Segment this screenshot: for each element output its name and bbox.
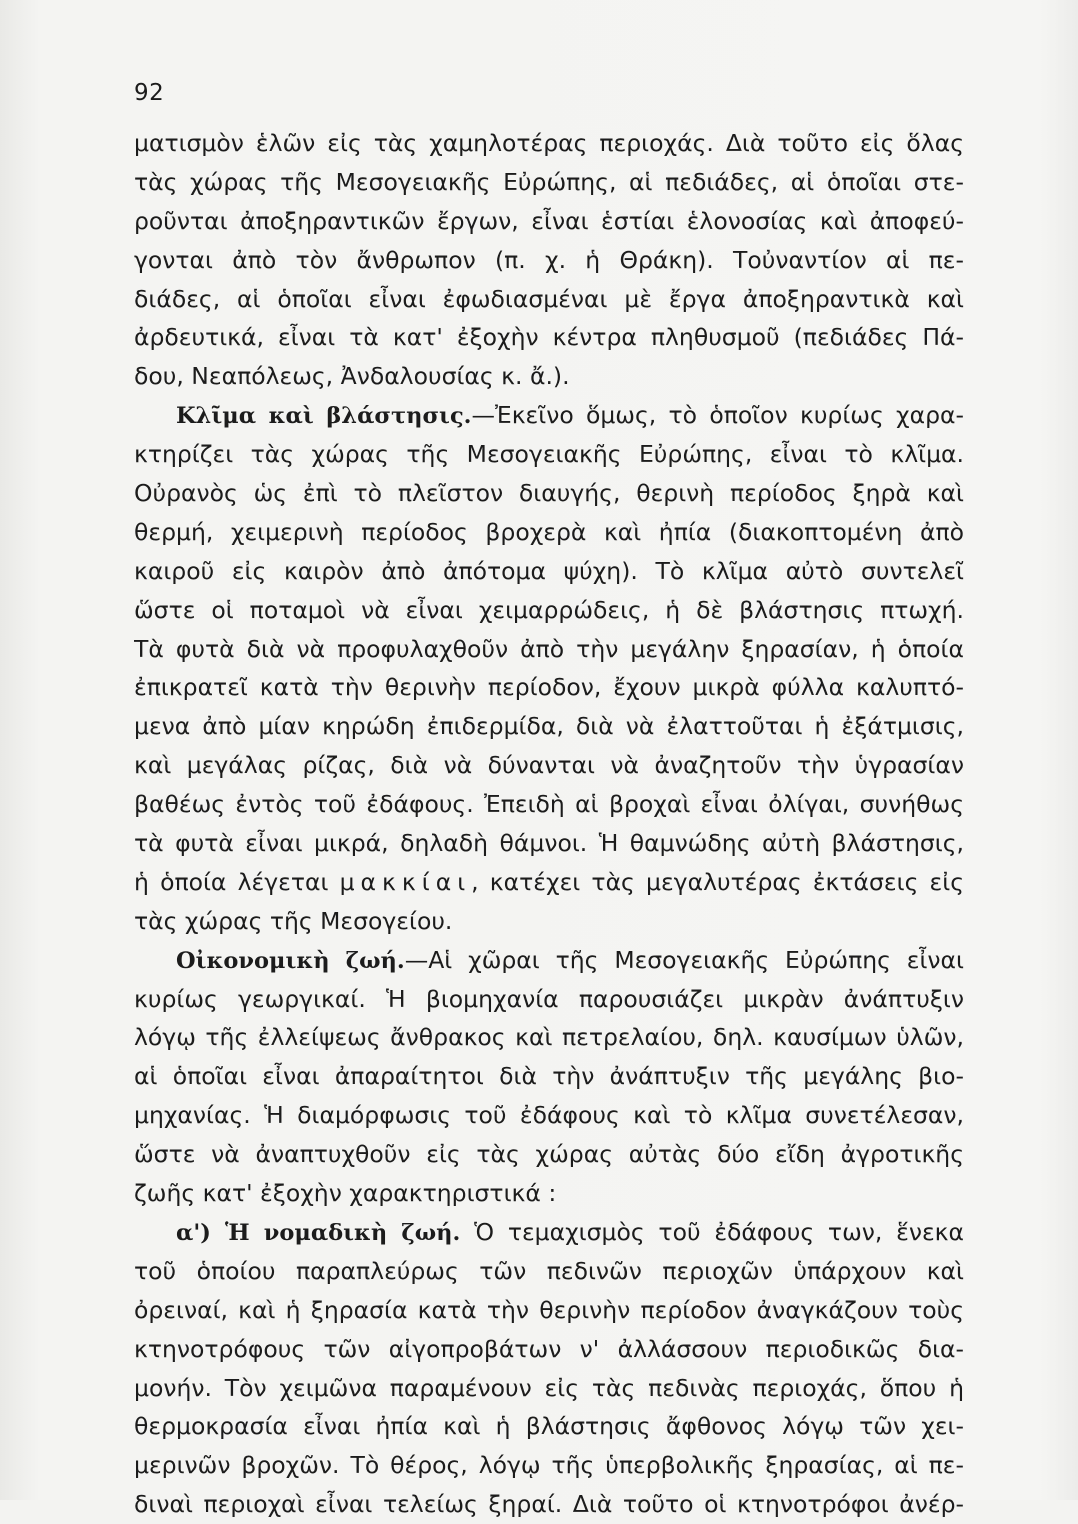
text-line [134,785,964,824]
text-line [134,591,964,630]
line-text: μηχανίας. Ἡ διαμόρφωσις τοῦ ἐδάφους καὶ τὸ κλῖμα συνετέλεσαν, [134,1101,964,1130]
text-line [134,1174,964,1213]
text-line [134,746,964,785]
line-text: καιροῦ εἰς καιρὸν ἀπὸ ἀπότομα ψύχη). Τὸ κλῖμα αὐτὸ συντελεῖ [134,556,964,585]
text-line [134,1096,964,1135]
text-line [134,474,964,513]
text-line [134,863,964,902]
line-text: αἱ ὁποῖαι εἶναι ἀπαραίτητοι διὰ τὴν ἀνάπτυξιν τῆς μεγάλης βιο- [134,1062,964,1091]
line-text: ροῦνται ἀποξηραντικῶν ἔργων, εἶναι ἑστίαι ἑλονοσίας καὶ ἀποφεύ- [134,206,964,235]
line-text: βαθέως ἐντὸς τοῦ ἐδάφους. Ἐπειδὴ αἱ βροχαὶ εἶναι ὀλίγαι, συνήθως [134,790,964,819]
section-heading: Κλῖμα καὶ βλάστησις. [176,403,472,430]
line-text: ὥστε οἱ ποταμοὶ νὰ εἶναι χειμαρρώδεις, ἡ δὲ βλάστησις πτωχή. [134,595,964,624]
line-text: μενα ἀπὸ μίαν κηρώδη ἐπιδερμίδα, διὰ νὰ ἐλαττοῦται ἡ ἐξάτμισις, [134,712,964,741]
text-line [134,824,964,863]
line-text: Ὁ τεμαχισμὸς τοῦ ἐδάφους των, ἕνεκα [460,1217,964,1246]
line-text: κτηνοτρόφους τῶν αἰγοπροβάτων ν' ἀλλάσσουν περιοδικῶς δια- [134,1334,964,1363]
text-line [134,1057,964,1096]
line-text: λόγῳ τῆς ἐλλείψεως ἄνθρακος καὶ πετρελαίου, δηλ. καυσίμων ὑλῶν, [134,1023,964,1052]
line-text: τὰς χώρας τῆς Μεσογειακῆς Εὐρώπης, αἱ πεδιάδες, αἱ ὁποῖαι στε- [134,167,964,196]
line-text: τοῦ ὁποίου παραπλεύρως τῶν πεδινῶν περιοχῶν ὑπάρχουν καὶ [134,1256,964,1285]
text-line [134,552,964,591]
body-text [134,124,964,1524]
text-line [134,357,964,396]
text-line [134,1369,964,1408]
text-line [134,630,964,669]
text-line [134,241,964,280]
text-line [134,1330,964,1369]
line-text: διάδες, αἱ ὁποῖαι εἶναι ἐφωδιασμέναι μὲ ἔργα ἀποξηραντικὰ καὶ [134,284,964,313]
section-heading: α') Ἡ νομαδικὴ ζωή. [176,1219,461,1246]
line-text: μονήν. Τὸν χειμῶνα παραμένουν εἰς τὰς πεδινὰς περιοχάς, ὅπου ἡ [134,1373,964,1402]
line-text: καὶ μεγάλας ρίζας, διὰ νὰ δύνανται νὰ ἀναζητοῦν τὴν ὑγρασίαν [134,751,964,780]
page-number: 92 [134,80,165,106]
text-line [134,280,964,319]
line-text: μερινῶν βροχῶν. Τὸ θέρος, λόγῳ τῆς ὑπερβολικῆς ξηρασίας, αἱ πε- [134,1451,964,1480]
text-line [134,202,964,241]
text-line [134,1407,964,1446]
text-line [134,124,964,163]
text-line [134,1252,964,1291]
line-text: —Ἐκεῖνο ὅμως, τὸ ὁποῖον κυρίως χαρα- [471,401,964,430]
text-line [134,1485,964,1524]
line-text: θερμοκρασία εἶναι ἠπία καὶ ἡ βλάστησις ἄφθονος λόγῳ τῶν χει- [134,1412,964,1441]
section-heading-line [134,941,964,980]
line-text: ματισμὸν ἑλῶν εἰς τὰς χαμηλοτέρας περιοχάς. Διὰ τοῦτο εἰς ὅλας [134,129,964,157]
line-text: ὥστε νὰ ἀναπτυχθοῦν εἰς τὰς χώρας αὐτὰς δύο εἴδη ἀγροτικῆς [134,1140,964,1169]
line-text: ζωῆς κατ' ἐξοχὴν χαρακτηριστικά : [134,1179,557,1208]
section-heading: Οἰκονομικὴ ζωή. [176,947,405,974]
line-text: τὰ φυτὰ εἶναι μικρά, δηλαδὴ θάμνοι. Ἡ θαμνώδης αὐτὴ βλάστησις, [134,829,964,858]
section-heading-line [134,1213,964,1252]
text-line [134,163,964,202]
line-text: κτηρίζει τὰς χώρας τῆς Μεσογειακῆς Εὐρώπης, εἶναι τὸ κλῖμα. [134,440,964,469]
text-line [134,902,964,941]
text-line [134,1135,964,1174]
text-line [134,318,964,357]
line-text: ἀρδευτικά, εἶναι τὰ κατ' ἐξοχὴν κέντρα πληθυσμοῦ (πεδιάδες Πά- [134,323,964,352]
line-text: ἐπικρατεῖ κατὰ τὴν θερινὴν περίοδον, ἔχουν μικρὰ φύλλα καλυπτό- [134,673,964,702]
text-line [134,1018,964,1057]
text-line [134,980,964,1019]
line-text-continued: , κατέχει τὰς μεγαλυτέρας ἐκτάσεις εἰς [471,867,964,896]
line-text: θερμή, χειμερινὴ περίοδος βροχερὰ καὶ ἠπία (διακοπτομένη ἀπὸ [134,517,964,546]
section-heading-line [134,396,964,435]
text-line [134,707,964,746]
line-text: γονται ἀπὸ τὸν ἄνθρωπον (π. χ. ἡ Θράκη). Τοὐναντίον αἱ πε- [134,245,964,274]
text-line [134,1291,964,1330]
text-line [134,513,964,552]
line-text: —Αἱ χῶραι τῆς Μεσογειακῆς Εὐρώπης εἶναι [404,945,964,974]
text-line [134,435,964,474]
line-text: Οὐρανὸς ὡς ἐπὶ τὸ πλεῖστον διαυγής, θερινὴ περίοδος ξηρὰ καὶ [134,479,964,508]
line-text: δου, Νεαπόλεως, Ἀνδαλουσίας κ. ἄ.). [134,362,570,391]
line-text: Τὰ φυτὰ διὰ νὰ προφυλαχθοῦν ἀπὸ τὴν μεγάλην ξηρασίαν, ἡ ὁποία [134,634,964,663]
line-text: τὰς χώρας τῆς Μεσογείου. [134,906,453,935]
line-text: διναὶ περιοχαὶ εἶναι τελείως ξηραί. Διὰ τοῦτο οἱ κτηνοτρόφοι ἀνέρ- [134,1490,964,1519]
spaced-term: μακκίαι [339,867,472,896]
text-line [134,668,964,707]
line-text: ὀρειναί, καὶ ἡ ξηρασία κατὰ τὴν θερινὴν περίοδον ἀναγκάζουν τοὺς [134,1295,964,1324]
line-text: κυρίως γεωργικαί. Ἡ βιομηχανία παρουσιάζει μικρὰν ἀνάπτυξιν [134,984,964,1013]
text-line [134,1446,964,1485]
line-text: ἡ ὁποία λέγεται [134,867,340,896]
